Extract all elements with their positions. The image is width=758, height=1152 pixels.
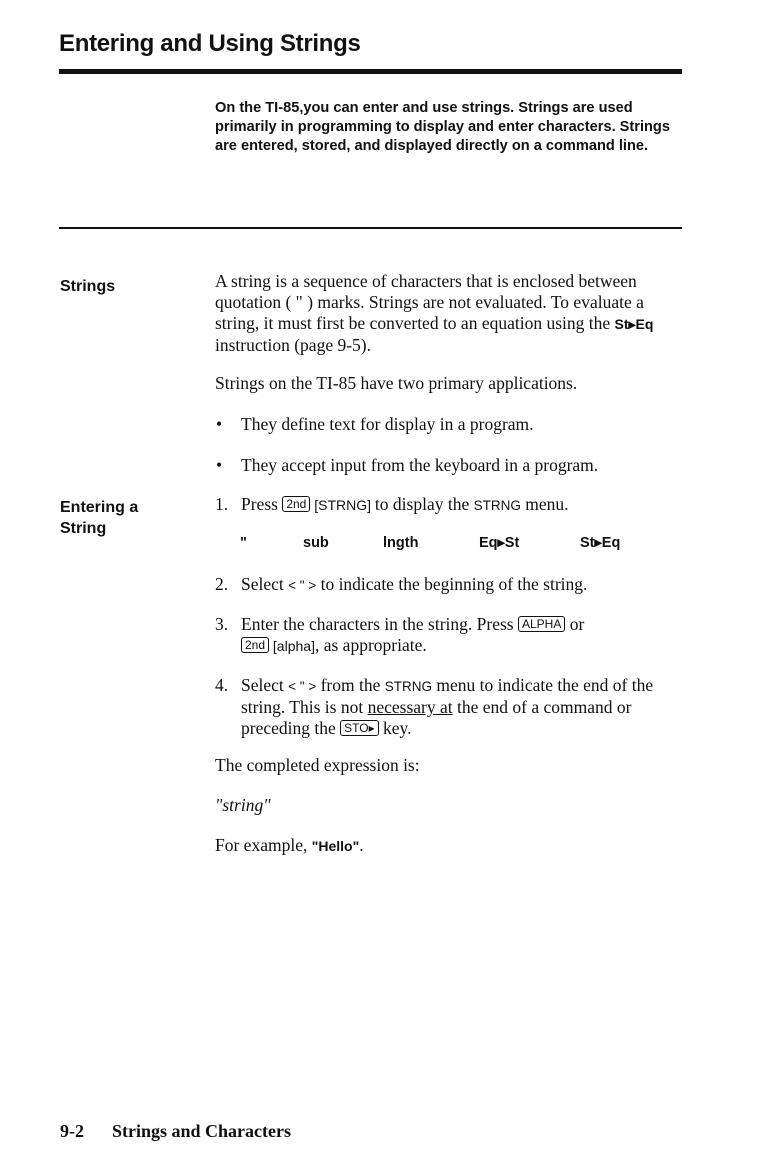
p1-text-b: instruction (page 9-5). [215,335,371,355]
menu-item-sub: sub [303,535,329,551]
completed-expression: "string" [215,795,271,815]
strings-heading: Strings [60,278,116,295]
bullet-item: They define text for display in a program. [241,414,534,434]
step-4 [241,675,691,739]
bullet-item: They accept input from the keyboard in a program. [241,455,599,475]
step-number: 3. [215,614,229,634]
example-text: For example, [215,835,312,855]
entering-heading [60,497,138,539]
intro-paragraph: On the TI-85,you can enter and use strings. Strings are used primarily in programming to display and enter characters. Strings are entered, stored, and displayed directly on a command line. [215,100,670,154]
example-text: . [359,835,364,855]
step-number: 4. [215,675,229,695]
step-text: or [565,614,585,634]
quote-selector: < " > [288,578,317,593]
page-footer [60,1121,291,1142]
2nd-key: 2nd [282,496,310,512]
menu-item-quote: " [240,535,247,551]
step-text: to display the [374,494,474,514]
strng-menu-name: STRNG [384,679,432,694]
step-1 [241,494,691,516]
step-number: 2. [215,574,229,594]
step-text: from the [316,675,385,695]
bullet-icon: • [216,414,223,434]
menu-item-eq-st: Eq▸St [479,535,520,551]
step-text: Enter the characters in the string. Press [241,614,518,634]
bullet-icon: • [216,455,223,475]
strng-key-label: [STRNG] [310,497,375,513]
step-text: Select [241,574,289,594]
title-rule [59,69,682,74]
step-text: key. [378,718,412,738]
menu-item-st-eq: St▸Eq [580,535,621,551]
example-code: "Hello" [311,838,360,854]
strng-menu-name: STRNG [473,498,521,513]
step-text: Press [241,494,283,514]
p1-text-a: A string is a sequence of characters that is enclosed between quotation ( " ) marks. Strings are not evaluated. To evaluate a string, it must first be converted to an equation using the [215,271,644,333]
step-3 [241,614,691,657]
strings-paragraph-1 [215,271,685,356]
page-title: Entering and Using Strings [59,30,361,57]
strings-paragraph-2: Strings on the TI-85 have two primary applications. [215,373,578,393]
entering-heading-line1: Entering a [60,499,139,516]
section-rule [59,227,682,229]
menu-item-lngth: lngth [383,535,419,551]
step-2 [241,574,691,596]
entering-heading-line2: String [60,520,107,537]
step-text: Select [241,675,289,695]
example-line [215,835,685,857]
step-text: the end of a command or preceding the [241,697,632,738]
sto-key: STO▸ [340,720,378,736]
step-number: 1. [215,494,229,514]
page-number: 9-2 [60,1121,84,1141]
alpha-key: ALPHA [518,616,565,632]
alpha-lower-key-label: [alpha] [269,638,315,654]
step-text: to indicate the beginning of the string. [316,574,588,594]
underlined-text: necessary at [367,697,453,717]
step-text: menu. [520,494,569,514]
2nd-key: 2nd [241,637,269,653]
st-eq-instruction: St▸Eq [614,316,654,332]
completed-expression-label: The completed expression is: [215,755,420,775]
step-text: menu to indicate the end of the string. This is not [241,675,654,717]
chapter-title: Strings and Characters [112,1121,291,1141]
step-text: , as appropriate. [314,635,427,655]
quote-selector: < " > [288,679,317,694]
